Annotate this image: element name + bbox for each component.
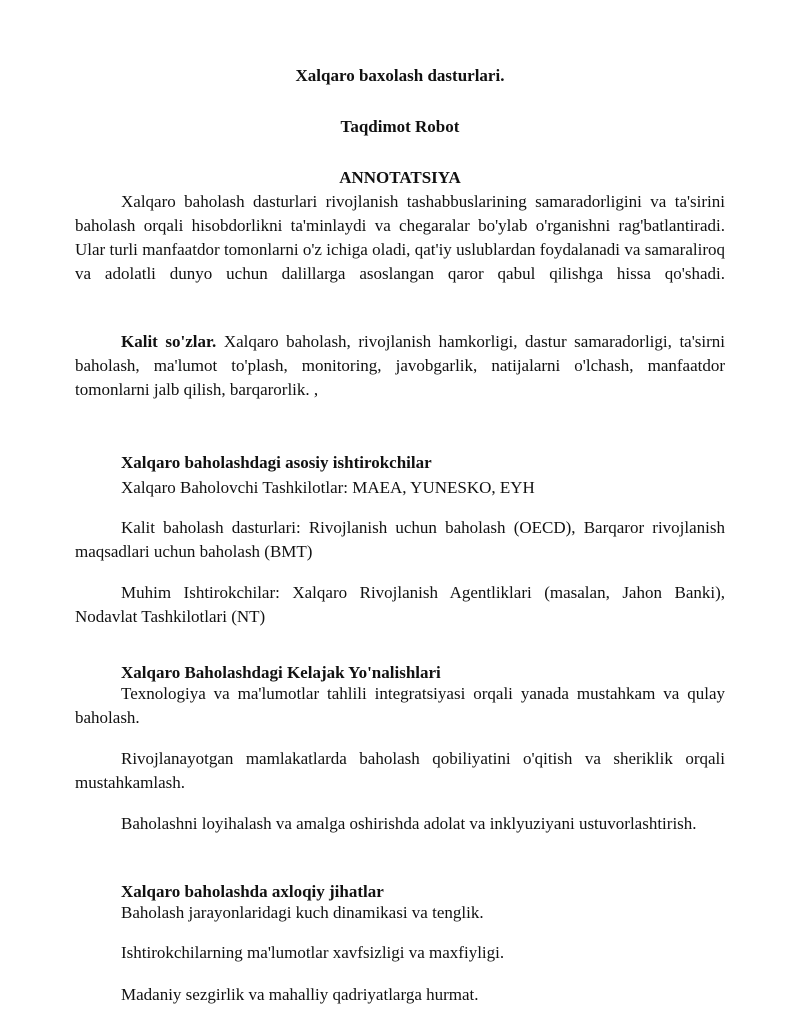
future-item-equity: Baholashni loyihalash va amalga oshirishda adolat va inklyuziyani ustuvorlashtirish. (121, 814, 697, 833)
participants-programs: Kalit baholash dasturlari: Rivojlanish uchun baholash (OECD), Barqaror rivojlanish maqsadlari uchun baholash (BMT) (75, 518, 725, 561)
section-heading-participants: Xalqaro baholashdagi asosiy ishtirokchilar (121, 453, 432, 472)
document-author: Taqdimot Robot (340, 117, 460, 136)
future-item-technology: Texnologiya va ma'lumotlar tahlili integratsiyasi orqali yanada mustahkam va qulay baholash. (75, 684, 725, 727)
keywords-paragraph (75, 330, 725, 402)
keywords-text: Xalqaro baholash, rivojlanish hamkorligi, dastur samaradorligi, ta'sirni baholash, ma'lumot to'plash, monitoring, javobgarlik, natijalarni o'lchash, manfaatdor tomonlarni jalb qilish, barqarorlik. , (75, 332, 725, 399)
future-item-capacity: Rivojlanayotgan mamlakatlarda baholash qobiliyatini o'qitish va sheriklik orqali mustahkamlash. (75, 749, 725, 792)
section-heading-future: Xalqaro Baholashdagi Kelajak Yo'nalishlari (121, 663, 441, 682)
keywords-label: Kalit so'zlar. (121, 332, 217, 351)
ethics-item-privacy: Ishtirokchilarning ma'lumotlar xavfsizligi va maxfiyligi. (121, 943, 505, 962)
participants-organizations: Xalqaro Baholovchi Tashkilotlar: MAEA, YUNESKO, EYH (121, 478, 535, 497)
annotation-heading: ANNOTATSIYA (339, 168, 461, 187)
ethics-item-culture: Madaniy sezgirlik va mahalliy qadriyatlarga hurmat. (121, 985, 479, 1004)
section-heading-ethics: Xalqaro baholashda axloqiy jihatlar (121, 882, 384, 901)
ethics-item-power: Baholash jarayonlaridagi kuch dinamikasi va tenglik. (121, 903, 484, 922)
document-title: Xalqaro baxolash dasturlari. (295, 66, 505, 85)
participants-key-actors: Muhim Ishtirokchilar: Xalqaro Rivojlanish Agentliklari (masalan, Jahon Banki), Nodavlat Tashkilotlari (NT) (75, 583, 725, 626)
annotation-paragraph: Xalqaro baholash dasturlari rivojlanish tashabbuslarining samaradorligini va ta'sirini baholash orqali hisobdorlikni ta'minlaydi va chegaralar bo'ylab o'rganishni rag'batlantiradi. Ular turli manfaatdor tomonlarni o'z ichiga oladi, qat'iy uslublardan foydalanadi va samaraliroq va adolatli dunyo uchun dalillarga asoslangan qaror qabul qilishga hissa qo'shadi. (75, 192, 725, 283)
